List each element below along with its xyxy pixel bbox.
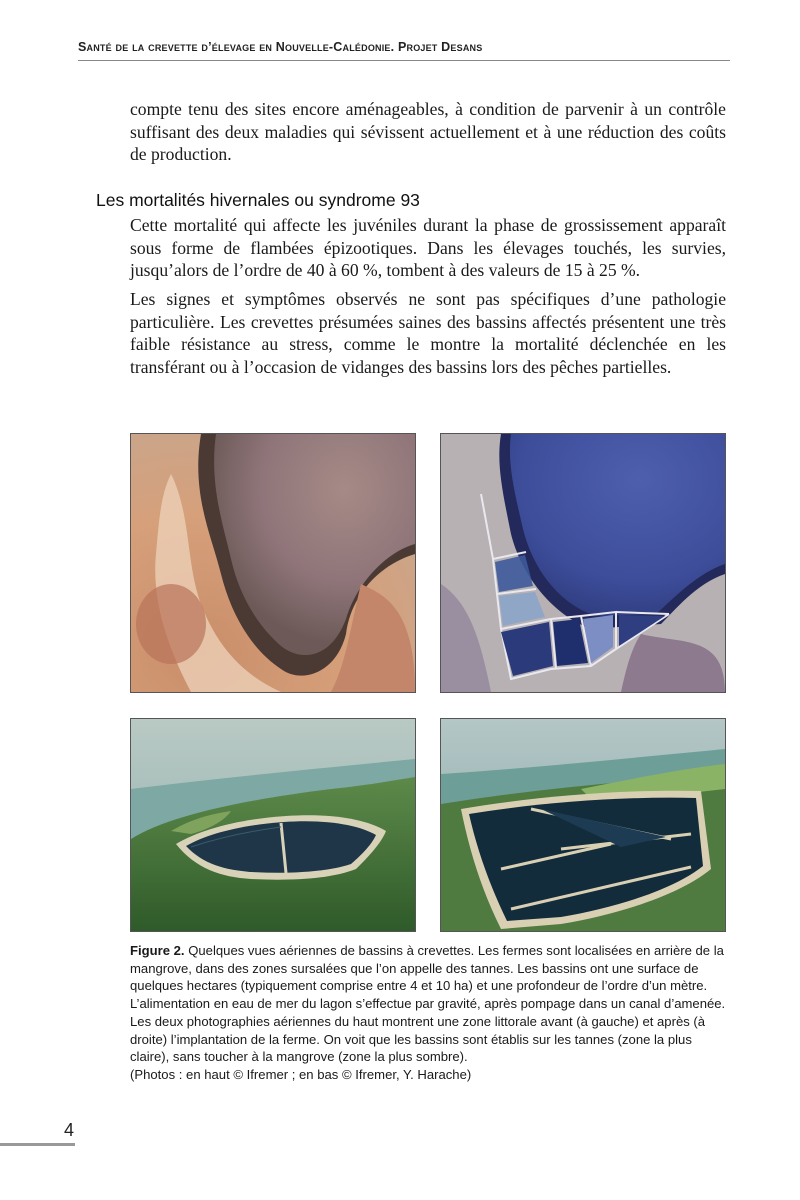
figure-caption-text: Quelques vues aériennes de bassins à crevettes. Les fermes sont localisées en arrière de la mangrove, dans des zones sursalées que l’on appelle des tannes. Les bassins ont une surface de quelques hectares (typiquement comprise entre 4 et 10 ha) et une profondeur de l’ordre d’un mètre. L’alimentation en eau de mer du lagon s’effectue par gravité, après pompage dans un canal d’amenée. Les deux photographies aériennes du haut montrent une zone littorale avant (à gauche) et après (à droite) l’implantation de la ferme. On voit que les bassins sont établis sur les tannes (zone la plus claire), sans toucher à la mangrove (zone la plus sombre). xyxy=(130,943,726,1065)
figure-label: Figure 2. xyxy=(130,943,185,958)
running-header: Santé de la crevette d’élevage en Nouvelle-Calédonie. Projet Desans xyxy=(78,40,483,54)
aerial-photo-multi-ponds xyxy=(440,718,726,932)
paragraph-mortality: Cette mortalité qui affecte les juvéniles durant la phase de grossissement apparaît sous forme de flambées épizootiques. Dans les élevages touchés, les survies, jusqu’alors de l’ordre de 40 à 60 %, tombent à des valeurs de 15 à 25 %. xyxy=(130,215,726,280)
page-number-rule xyxy=(0,1143,75,1146)
paragraph-symptoms: Les signes et symptômes observés ne sont pas spécifiques d’une pathologie particulière. Les crevettes présumées saines des bassins affectés présentent une très faible résistance au stress, comme le montre la mortalité déclenchée en les transférant ou à l’occasion de vidanges des bassins lors des pêches partielles. xyxy=(130,289,726,377)
figure-caption xyxy=(130,942,730,1084)
header-divider xyxy=(78,60,730,61)
photo-credit: (Photos : en haut © Ifremer ; en bas © Ifremer, Y. Harache) xyxy=(130,1066,472,1082)
aerial-photo-two-ponds xyxy=(130,718,416,932)
section-heading: Les mortalités hivernales ou syndrome 93 xyxy=(96,190,420,210)
aerial-photo-before xyxy=(130,433,416,693)
paragraph-continuation: compte tenu des sites encore aménageables, à condition de parvenir à un contrôle suffisant des deux maladies qui sévissent actuellement et à une réduction des coûts de production. xyxy=(130,99,726,164)
page-number: 4 xyxy=(64,1120,75,1140)
aerial-photo-after xyxy=(440,433,726,693)
